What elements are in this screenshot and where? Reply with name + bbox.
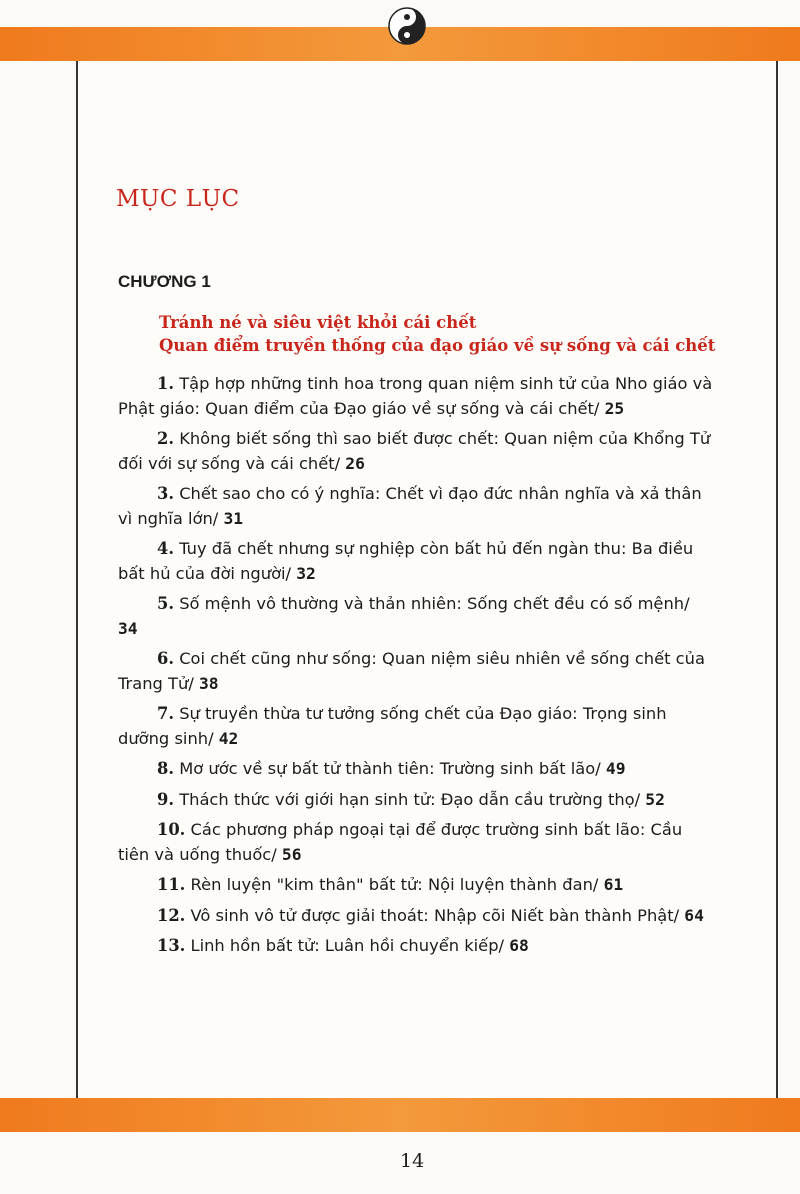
entry-text: Thách thức với giới hạn sinh tử: Đạo dẫn cầu trường thọ/ [179,789,646,809]
entry-text: Sự truyền thừa tư tưởng sống chết của Đạo giáo: Trọng sinh dưỡng sinh/ [118,704,667,748]
entry-number: 11. [157,875,186,894]
entry-number: 13. [157,936,186,955]
entry-page: 61 [603,875,624,894]
chapter-heading: CHƯƠNG 1 [118,272,211,291]
toc-entry[interactable] [118,427,714,476]
entry-text: Tập hợp những tinh hoa trong quan niệm sinh tử của Nho giáo và Phật giáo: Quan điểm của Đạo giáo về sự sống và cái chết/ [118,374,713,418]
toc-entry[interactable] [118,647,714,696]
toc-entry[interactable] [118,592,714,641]
toc-entry[interactable] [118,482,714,531]
entry-text: Linh hồn bất tử: Luân hồi chuyển kiếp/ [190,936,510,955]
entry-number: 8. [157,759,174,778]
entry-page: 25 [604,398,625,418]
toc-entry[interactable] [118,788,714,813]
toc-entry[interactable] [118,537,714,586]
entry-text: Coi chết cũng như sống: Quan niệm siêu nhiên về sống chết của Trang Tử/ [118,649,705,693]
entry-page: 31 [223,508,244,528]
toc-entry[interactable] [118,873,714,898]
entry-number: 12. [157,905,186,925]
toc-entry[interactable] [118,702,714,751]
entry-text: Số mệnh vô thường và thản nhiên: Sống chết đều có số mệnh/ [179,594,690,613]
entry-page: 49 [605,759,626,778]
entry-text: Rèn luyện "kim thân" bất tử: Nội luyện thành đan/ [190,875,604,894]
entry-page: 52 [645,789,665,809]
entry-text: Vô sinh vô tử được giải thoát: Nhập cõi Niết bàn thành Phật/ [190,905,685,925]
toc-list [118,372,714,965]
entry-number: 6. [157,649,174,668]
entry-page: 26 [345,453,365,473]
entry-page: 38 [198,673,219,693]
page-number: 14 [400,1150,425,1172]
entry-number: 7. [157,704,174,723]
entry-number: 1. [157,374,174,393]
entry-text: Mơ ước về sự bất tử thành tiên: Trường sinh bất lão/ [179,759,606,778]
entry-page: 56 [281,844,302,864]
toc-entry[interactable] [118,904,714,929]
entry-page: 34 [118,618,138,638]
entry-text: Các phương pháp ngoại tại để được trường sinh bất lão: Cầu tiên và uống thuốc/ [118,820,683,864]
toc-entry[interactable] [118,934,714,959]
toc-entry[interactable] [118,757,714,782]
entry-number: 3. [157,484,174,503]
entry-page: 42 [218,728,239,748]
entry-text: Chết sao cho có ý nghĩa: Chết vì đạo đức nhân nghĩa và xả thân vì nghĩa lớn/ [118,484,702,528]
entry-number: 4. [157,539,174,558]
entry-page: 32 [296,563,316,583]
entry-number: 2. [157,429,174,448]
chapter-subtitle-2: Quan điểm truyền thống của đạo giáo về sự sống và cái chết [159,336,716,355]
entry-number: 5. [157,594,174,613]
toc-entry[interactable] [118,818,714,867]
page-title: MỤC LỤC [116,186,240,212]
yin-yang-icon [387,6,427,46]
bottom-orange-band [0,1098,800,1132]
entry-text: Tuy đã chết nhưng sự nghiệp còn bất hủ đến ngàn thu: Ba điều bất hủ của đời người/ [118,539,694,583]
entry-page: 68 [509,936,529,955]
chapter-subtitle-1: Tránh né và siêu việt khỏi cái chết [159,313,477,332]
entry-number: 9. [157,789,174,809]
entry-text: Không biết sống thì sao biết được chết: Quan niệm của Khổng Tử đối với sự sống và cái chết/ [118,429,711,473]
toc-entry[interactable] [118,372,714,421]
entry-page: 64 [684,905,704,925]
entry-number: 10. [157,820,186,839]
